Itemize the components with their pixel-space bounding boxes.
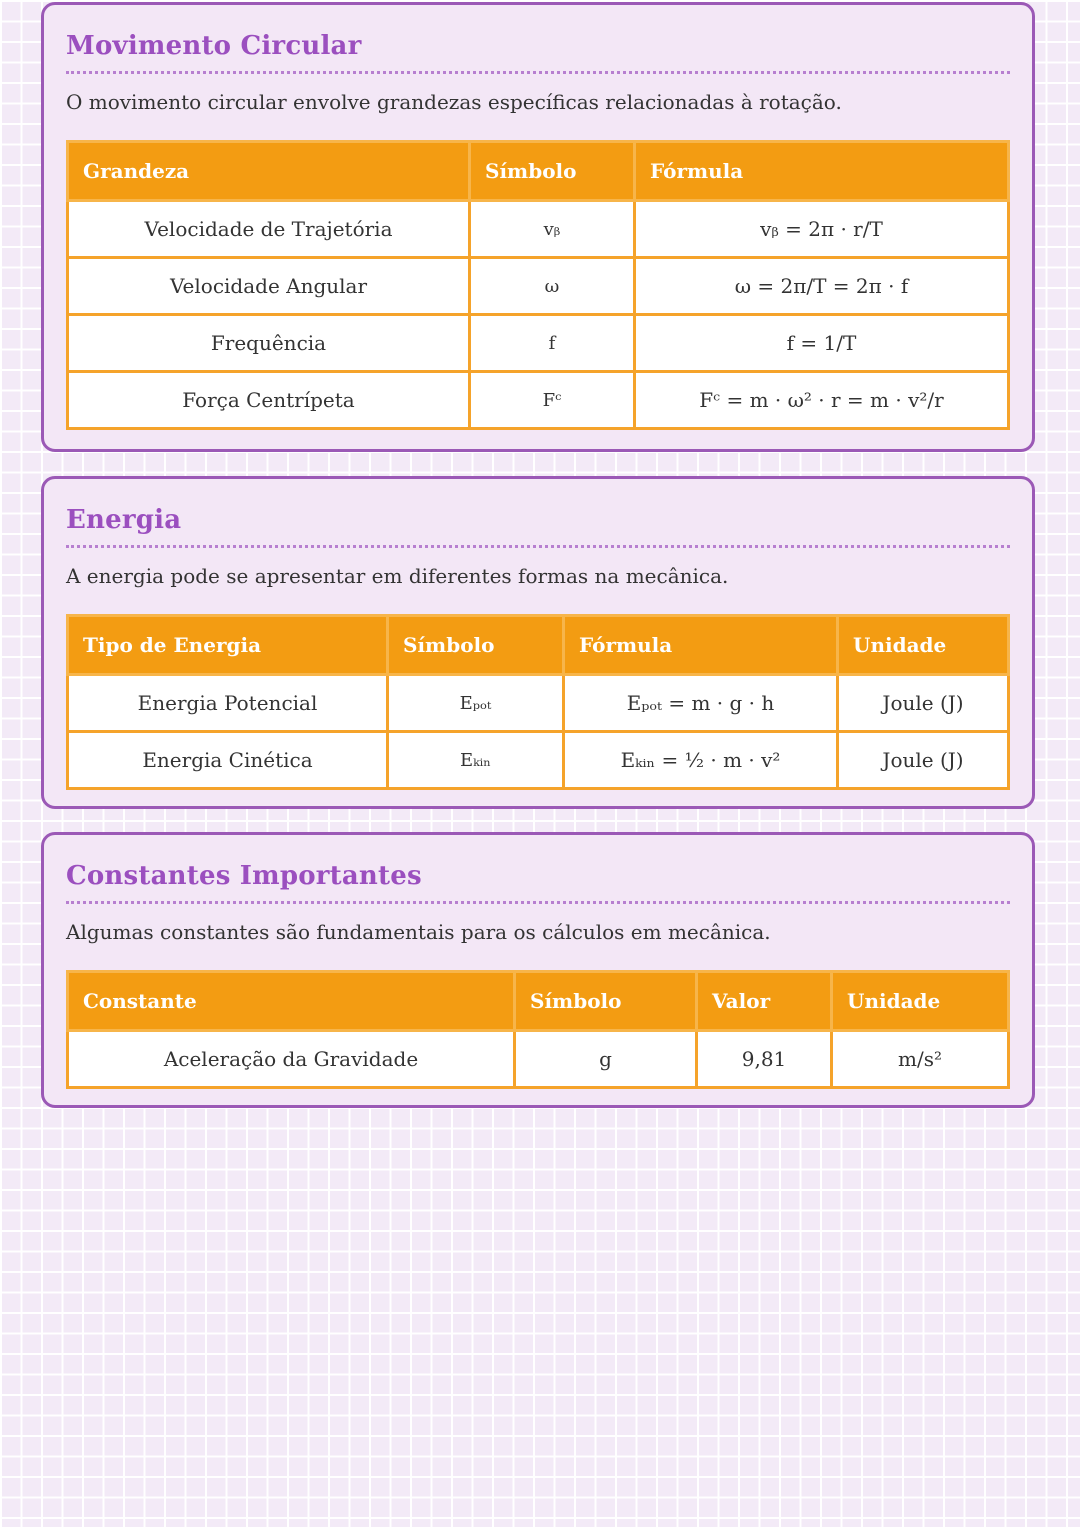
table-row [68, 732, 1009, 789]
table-row [68, 315, 1009, 372]
section-description: O movimento circular envolve grandezas específicas relacionadas à rotação. [66, 90, 842, 114]
quantity-cell: Velocidade Angular [68, 258, 470, 315]
quantity-cell: Força Centrípeta [68, 372, 470, 429]
circular-motion-card [41, 2, 1035, 452]
column-header: Fórmula [635, 142, 1009, 201]
column-header: Símbolo [470, 142, 635, 201]
table-row [68, 1031, 1009, 1088]
column-header: Símbolo [388, 616, 564, 675]
formula-cell: Eₖᵢₙ = ½ · m · v² [564, 732, 838, 789]
formula-cell: f = 1/T [635, 315, 1009, 372]
symbol-cell: f [470, 315, 635, 372]
formula-cell: vᵦ = 2π · r/T [635, 201, 1009, 258]
section-title: Movimento Circular [66, 5, 1010, 74]
symbol-cell: Fᶜ [470, 372, 635, 429]
table-row [68, 201, 1009, 258]
column-header: Unidade [832, 972, 1009, 1031]
energy-type-cell: Energia Cinética [68, 732, 388, 789]
unit-cell: m/s² [832, 1031, 1009, 1088]
unit-cell: Joule (J) [838, 675, 1009, 732]
section-description: Algumas constantes são fundamentais para os cálculos em mecânica. [66, 920, 771, 944]
column-header: Constante [68, 972, 515, 1031]
constants-card [41, 832, 1035, 1108]
section-title: Constantes Importantes [66, 835, 1010, 904]
circular-motion-table [66, 140, 1010, 430]
symbol-cell: Eₚₒₜ [388, 675, 564, 732]
table-row [68, 258, 1009, 315]
symbol-cell: Eₖᵢₙ [388, 732, 564, 789]
table-header-row [68, 972, 1009, 1031]
value-cell: 9,81 [697, 1031, 832, 1088]
section-description: A energia pode se apresentar em diferentes formas na mecânica. [66, 564, 729, 588]
table-row [68, 675, 1009, 732]
column-header: Valor [697, 972, 832, 1031]
column-header: Tipo de Energia [68, 616, 388, 675]
column-header: Fórmula [564, 616, 838, 675]
quantity-cell: Frequência [68, 315, 470, 372]
table-row [68, 372, 1009, 429]
constants-table [66, 970, 1010, 1089]
column-header: Grandeza [68, 142, 470, 201]
symbol-cell: g [515, 1031, 697, 1088]
energy-card [41, 476, 1035, 809]
energy-table [66, 614, 1010, 790]
table-header-row [68, 616, 1009, 675]
symbol-cell: vᵦ [470, 201, 635, 258]
formula-cell: Eₚₒₜ = m · g · h [564, 675, 838, 732]
table-header-row [68, 142, 1009, 201]
energy-type-cell: Energia Potencial [68, 675, 388, 732]
column-header: Símbolo [515, 972, 697, 1031]
symbol-cell: ω [470, 258, 635, 315]
formula-cell: ω = 2π/T = 2π · f [635, 258, 1009, 315]
quantity-cell: Velocidade de Trajetória [68, 201, 470, 258]
formula-cell: Fᶜ = m · ω² · r = m · v²/r [635, 372, 1009, 429]
unit-cell: Joule (J) [838, 732, 1009, 789]
column-header: Unidade [838, 616, 1009, 675]
section-title: Energia [66, 479, 1010, 548]
constant-name-cell: Aceleração da Gravidade [68, 1031, 515, 1088]
